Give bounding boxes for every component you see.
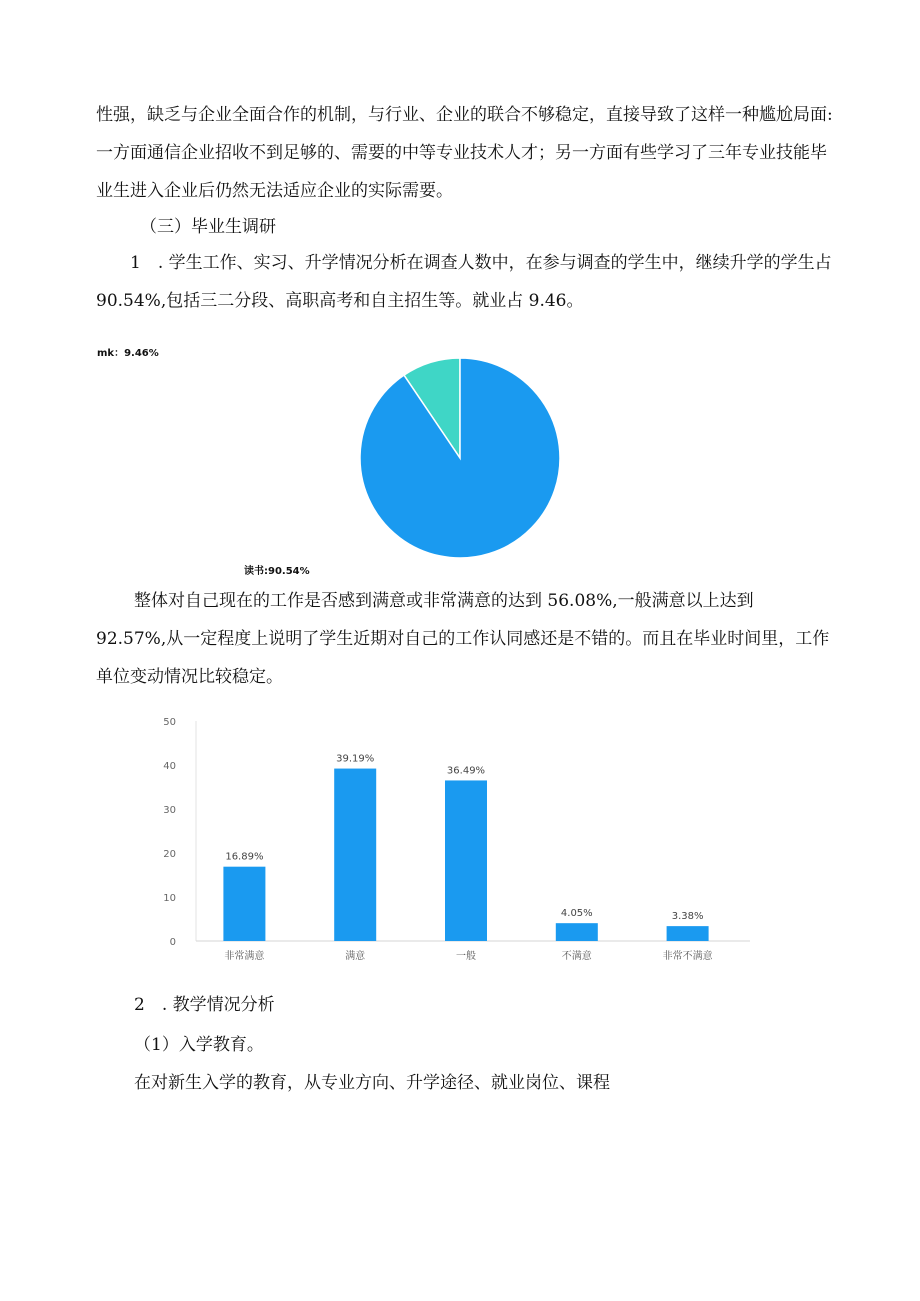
pie-label-employment: mk：9.46%	[97, 348, 159, 359]
pie-slice-study	[360, 358, 560, 558]
satisfaction-paragraph	[96, 582, 836, 696]
y-tick-label: 0	[169, 937, 176, 948]
bar	[334, 769, 376, 941]
x-tick-label: 满意	[345, 951, 366, 962]
bar-chart	[0, 705, 920, 975]
bar-data-label: 4.05%	[560, 908, 593, 920]
item-1-paragraph	[96, 244, 836, 320]
y-tick-label: 10	[163, 893, 176, 904]
bar-data-label: 16.89%	[225, 851, 264, 863]
paragraph-line: 90.54%,包括三二分段、高职高考和自主招生等。就业占 9.46。	[96, 291, 584, 311]
paragraph-line: 一方面通信企业招收不到足够的、需要的中等专业技术人才；另一方面有些学习了三年专业技能毕	[96, 143, 827, 163]
section-heading: （三）毕业生调研	[140, 217, 276, 237]
bar	[445, 780, 487, 941]
paragraph-line: 92.57%,从一定程度上说明了学生近期对自己的工作认同感还是不错的。而且在毕业时间里，工作	[96, 629, 830, 649]
pie-label-study: 读书:90.54%	[244, 566, 310, 577]
last-line: 在对新生入学的教育，从专业方向、升学途径、就业岗位、课程	[134, 1073, 610, 1093]
bar	[223, 867, 265, 941]
x-tick-label: 不满意	[561, 951, 592, 962]
bar	[556, 923, 598, 941]
bar-data-label: 36.49%	[446, 765, 486, 777]
bar	[667, 926, 709, 941]
item-2-heading: 2 . 教学情况分析	[134, 995, 275, 1015]
y-tick-label: 30	[163, 805, 176, 816]
y-tick-label: 20	[163, 849, 176, 860]
paragraph-line: 业生进入企业后仍然无法适应企业的实际需要。	[96, 181, 453, 201]
y-tick-label: 40	[163, 761, 176, 772]
paragraph-line: 整体对自己现在的工作是否感到满意或非常满意的达到 56.08%,一般满意以上达到	[134, 591, 754, 611]
sub-heading-1: （1）入学教育。	[134, 1035, 264, 1055]
paragraph-line: 1 . 学生工作、实习、升学情况分析在调查人数中，在参与调查的学生中，继续升学的学生占	[130, 253, 832, 273]
x-tick-label: 一般	[456, 951, 476, 962]
paragraph-line: 单位变动情况比较稳定。	[96, 667, 283, 687]
x-tick-label: 非常不满意	[662, 951, 713, 962]
bar-data-label: 3.38%	[671, 911, 704, 923]
x-tick-label: 非常满意	[224, 951, 265, 962]
bar-data-label: 39.19%	[336, 753, 375, 765]
pie-chart	[0, 340, 920, 580]
paragraph-top	[96, 96, 836, 210]
paragraph-line: 性强，缺乏与企业全面合作的机制，与行业、企业的联合不够稳定，直接导致了这样一种尴尬局面:	[96, 105, 833, 125]
y-tick-label: 50	[163, 717, 176, 728]
